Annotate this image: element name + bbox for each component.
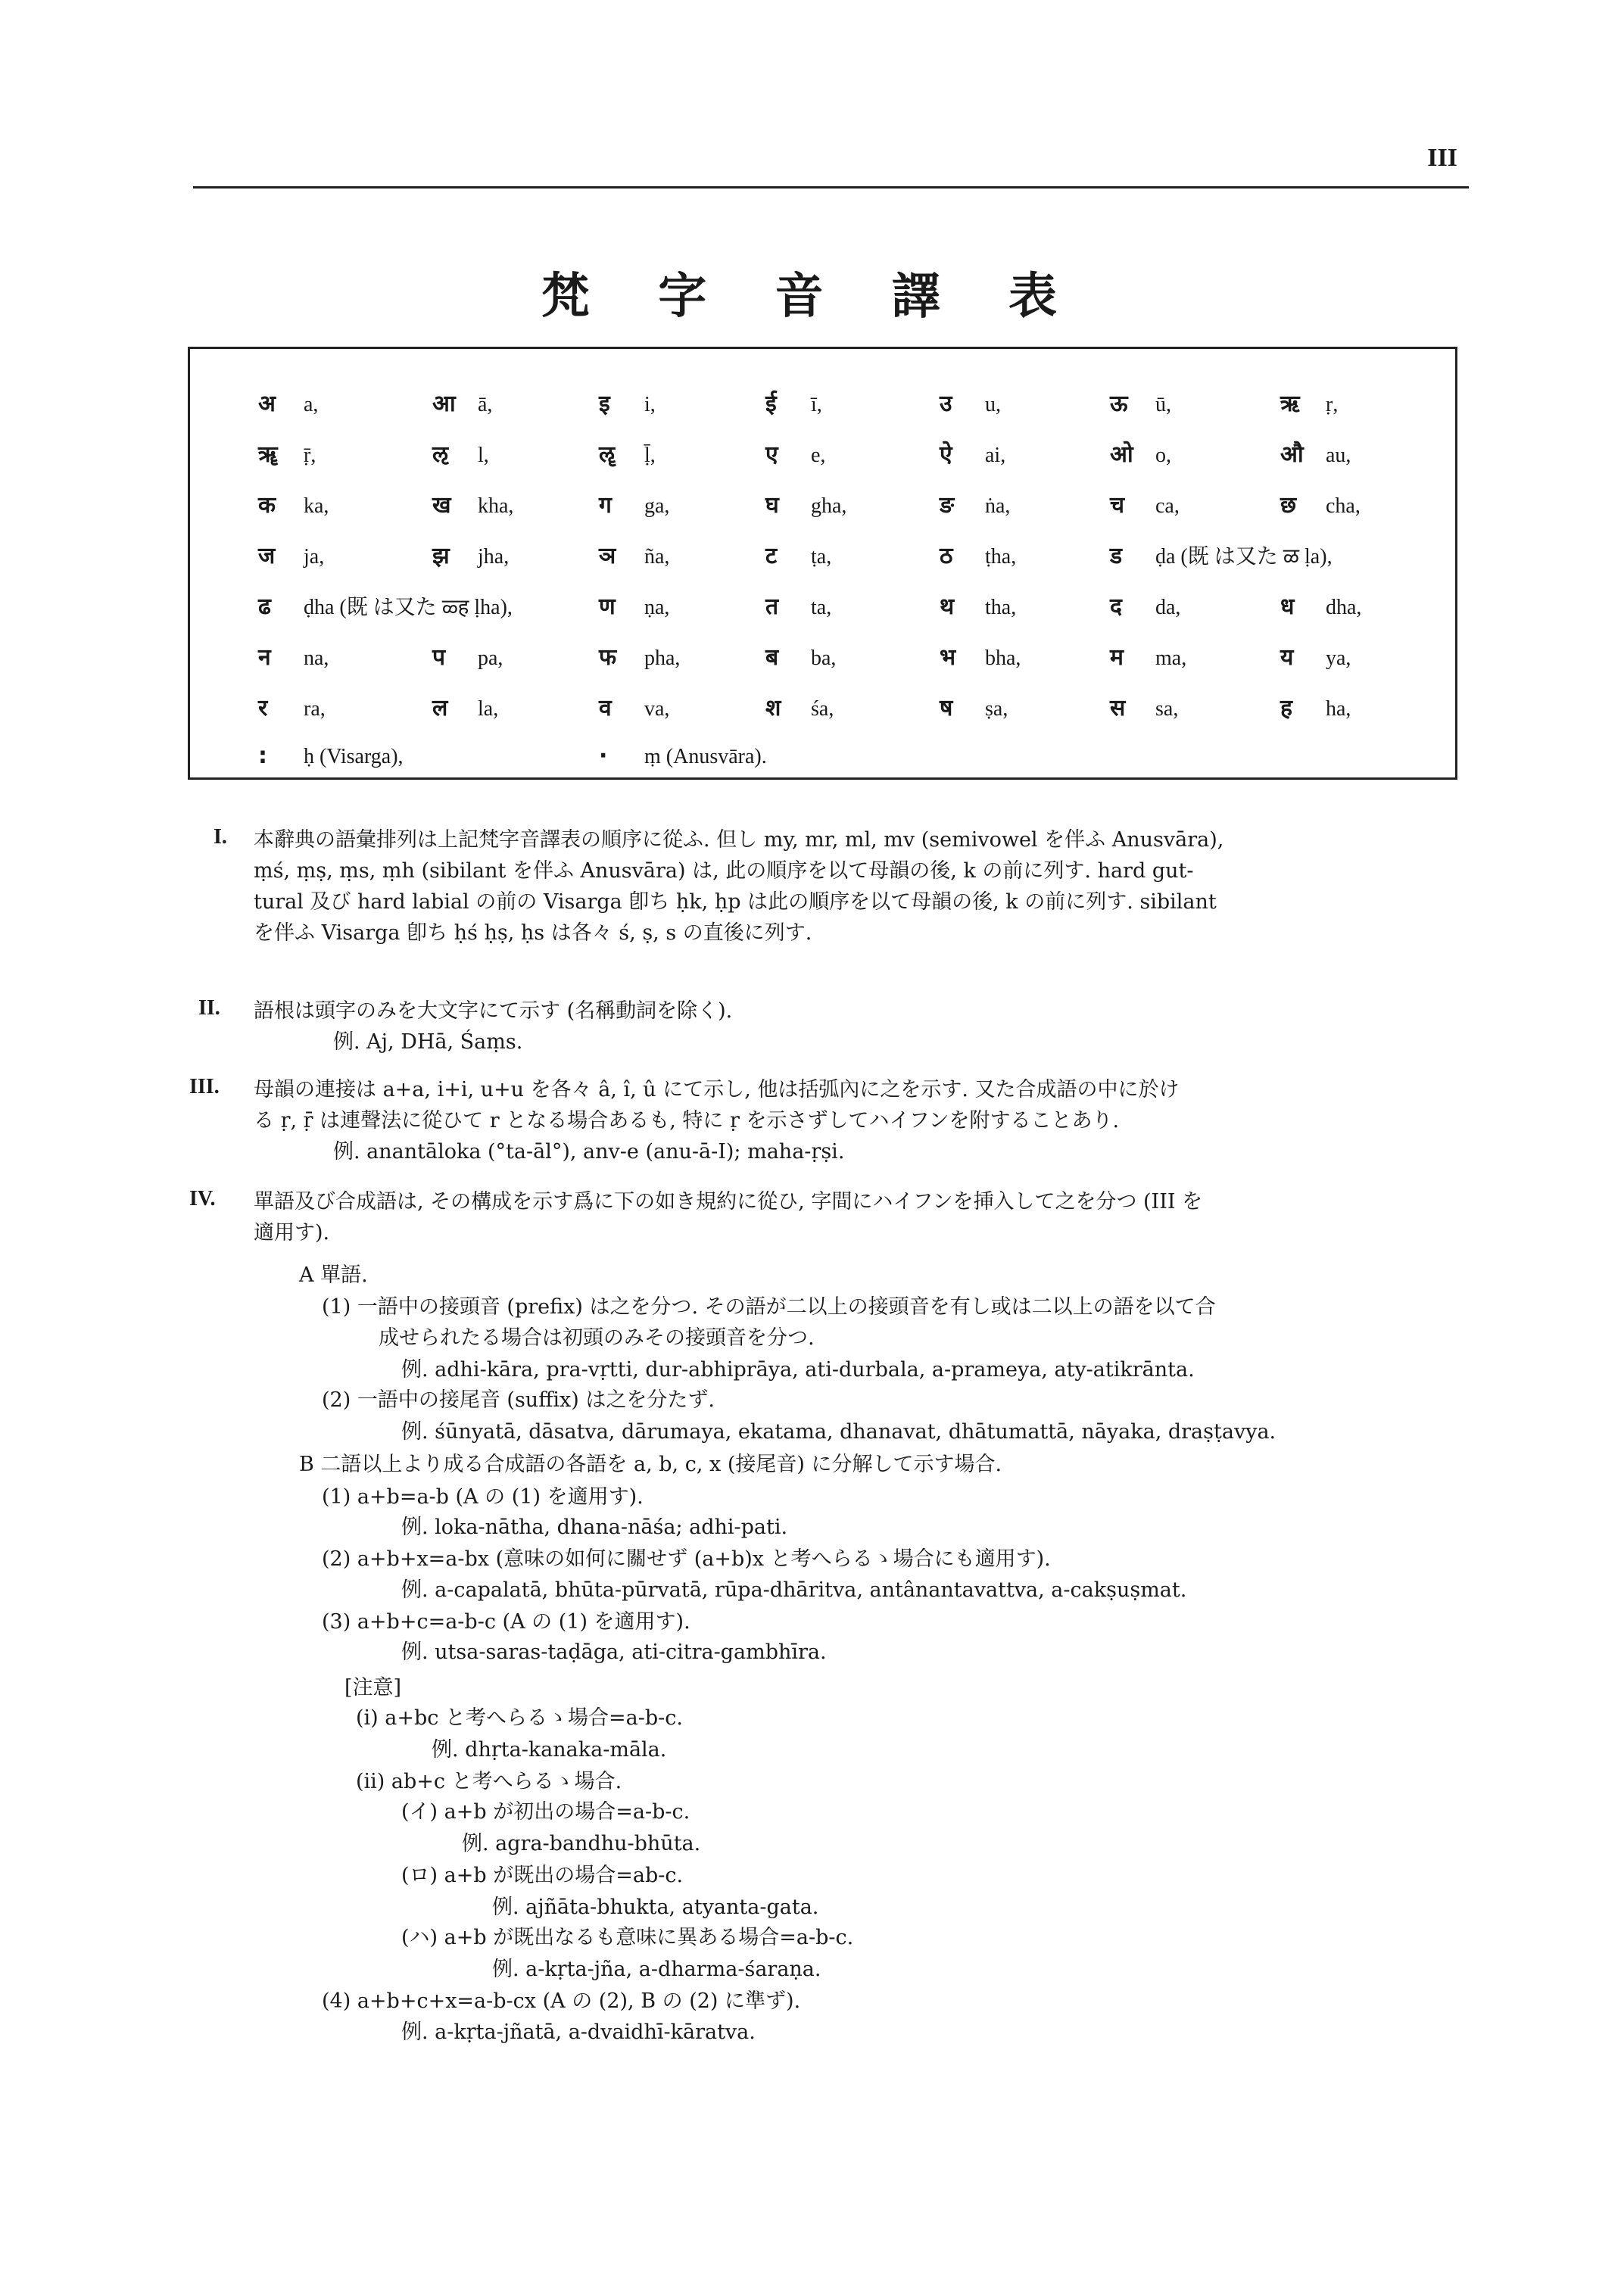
table-cell bbox=[765, 387, 822, 418]
page-number: III bbox=[1427, 144, 1457, 172]
romanization: jha, bbox=[478, 545, 510, 569]
romanization: ba, bbox=[811, 646, 837, 670]
section-number: III. bbox=[189, 1075, 220, 1098]
romanization: o, bbox=[1155, 444, 1171, 467]
romanization: ṭa, bbox=[811, 545, 832, 569]
table-cell bbox=[765, 488, 846, 519]
devanagari-letter: ऊ bbox=[1110, 391, 1128, 417]
romanization: ī, bbox=[811, 393, 822, 416]
section-line: tural 及び hard labial の前の Visarga 卽ち ḥk, ḥp は此の順序を以て母韻の後, k の前に列す. sibilant bbox=[254, 890, 1217, 914]
romanization: pha, bbox=[644, 646, 681, 670]
devanagari-letter: ज bbox=[258, 543, 276, 569]
romanization: ā, bbox=[478, 393, 493, 416]
devanagari-letter: ऌ bbox=[432, 441, 448, 468]
table-cell bbox=[258, 691, 326, 722]
table-cell bbox=[940, 590, 1016, 621]
table-cell bbox=[599, 590, 669, 621]
romanization: ṣa, bbox=[985, 697, 1008, 721]
romanization: tha, bbox=[985, 596, 1017, 619]
devanagari-letter: म bbox=[1110, 644, 1124, 671]
table-cell bbox=[765, 691, 834, 722]
devanagari-letter: ॠ bbox=[258, 441, 278, 468]
table-cell bbox=[1280, 488, 1361, 519]
devanagari-letter: ह bbox=[1280, 695, 1292, 721]
section-line: 成せられたる場合は初頭のみその接頭音を分つ. bbox=[379, 1326, 815, 1350]
section-line: 例. dhṛta-kanaka-māla. bbox=[432, 1738, 667, 1762]
romanization: ca, bbox=[1155, 494, 1180, 518]
section-line: (イ) a+b が初出の場合=a-b-c. bbox=[401, 1800, 690, 1824]
section-line: (4) a+b+c+x=a-b-cx (A の (2), B の (2) に準ず). bbox=[322, 1989, 801, 2013]
section-number: II. bbox=[198, 996, 220, 1020]
romanization: ai, bbox=[985, 444, 1006, 467]
romanization: pa, bbox=[478, 646, 503, 670]
devanagari-letter: न bbox=[258, 644, 271, 671]
romanization: ḍha (既 は又た ळ्ह ḷha), bbox=[304, 596, 513, 619]
table-cell bbox=[599, 743, 767, 769]
romanization: ta, bbox=[811, 596, 832, 619]
devanagari-letter: आ bbox=[432, 391, 456, 417]
devanagari-letter: · bbox=[599, 743, 608, 769]
section-line: (2) 一語中の接尾音 (suffix) は之を分たず. bbox=[322, 1388, 715, 1412]
romanization: ṅa, bbox=[985, 494, 1011, 518]
table-cell bbox=[940, 488, 1010, 519]
table-cell bbox=[432, 488, 513, 519]
romanization: i, bbox=[644, 393, 656, 416]
romanization: ha, bbox=[1326, 697, 1351, 721]
table-cell bbox=[432, 691, 498, 722]
section-line: (1) a+b=a-b (A の (1) を適用す). bbox=[322, 1485, 644, 1509]
section-line: (1) 一語中の接頭音 (prefix) は之を分つ. その語が二以上の接頭音を有し或は二以上の語を以て合 bbox=[322, 1295, 1216, 1319]
section-line: る ṛ, ṝ は連聲法に從ひて r となる場合あるも, 特に ṛ を示さずしてハイフンを附することあり. bbox=[254, 1109, 1120, 1132]
section-line: (ロ) a+b が既出の場合=ab-c. bbox=[401, 1864, 684, 1887]
romanization: a, bbox=[304, 393, 319, 416]
devanagari-letter: ख bbox=[432, 492, 451, 519]
devanagari-letter: ऋ bbox=[1280, 391, 1300, 417]
romanization: ṛ, bbox=[1326, 393, 1339, 416]
devanagari-letter: ओ bbox=[1110, 441, 1133, 468]
section-line: 例. Aj, DHā, Śaṃs. bbox=[333, 1030, 523, 1054]
romanization: ḍa (既 は又た ळ ḷa), bbox=[1155, 545, 1333, 569]
romanization: ḹ, bbox=[644, 444, 656, 467]
romanization: dha, bbox=[1326, 596, 1362, 619]
devanagari-letter: त bbox=[765, 594, 779, 620]
table-cell bbox=[940, 539, 1016, 570]
romanization: da, bbox=[1155, 596, 1181, 619]
table-cell bbox=[599, 488, 669, 519]
section-line: 例. śūnyatā, dāsatva, dārumaya, ekatama, dhanavat, dhātumattā, nāyaka, draṣṭavya. bbox=[401, 1420, 1276, 1444]
romanization: u, bbox=[985, 393, 1001, 416]
devanagari-letter: ढ bbox=[258, 594, 271, 620]
section-line: A 單語. bbox=[299, 1263, 368, 1287]
romanization: ja, bbox=[304, 545, 325, 569]
table-cell bbox=[599, 691, 669, 722]
section-line: 本辭典の語彙排列は上記梵字音譯表の順序に從ふ. 但し my, mr, ml, mv (semivowel を伴ふ Anusvāra), bbox=[254, 828, 1224, 852]
table-cell bbox=[1280, 387, 1338, 418]
romanization: kha, bbox=[478, 494, 514, 518]
romanization: bha, bbox=[985, 646, 1021, 670]
devanagari-letter: ई bbox=[765, 391, 777, 417]
romanization: ma, bbox=[1155, 646, 1187, 670]
table-cell bbox=[432, 640, 503, 671]
devanagari-letter: ङ bbox=[940, 492, 955, 519]
table-cell bbox=[1110, 488, 1180, 519]
romanization: va, bbox=[644, 697, 670, 721]
devanagari-letter: व bbox=[599, 695, 612, 721]
section-line: 例. a-capalatā, bhūta-pūrvatā, rūpa-dhāritva, antânantavattva, a-cakṣuṣmat. bbox=[401, 1578, 1187, 1602]
section-line: 例. agra-bandhu-bhūta. bbox=[462, 1832, 701, 1855]
devanagari-letter: इ bbox=[599, 391, 610, 417]
romanization: ṇa, bbox=[644, 596, 670, 619]
header-rule bbox=[193, 186, 1469, 188]
table-cell bbox=[432, 539, 509, 570]
romanization: ka, bbox=[304, 494, 329, 518]
devanagari-letter: क bbox=[258, 492, 276, 519]
section-line: 適用す). bbox=[254, 1221, 330, 1245]
devanagari-letter: ड bbox=[1110, 543, 1123, 569]
table-cell bbox=[599, 539, 669, 570]
section-line: 語根は頭字のみを大文字にて示す (名稱動詞を除く). bbox=[254, 999, 733, 1023]
table-cell bbox=[1110, 640, 1186, 671]
section-line: (3) a+b+c=a-b-c (A の (1) を適用す). bbox=[322, 1610, 690, 1634]
table-cell bbox=[258, 590, 513, 621]
section-line: 例. anantāloka (°ta-āl°), anv-e (anu-ā-I); maha-ṛṣi. bbox=[333, 1140, 845, 1164]
devanagari-letter: र bbox=[258, 695, 268, 721]
table-cell bbox=[599, 438, 656, 469]
devanagari-letter: ट bbox=[765, 543, 778, 569]
table-cell bbox=[1280, 438, 1351, 469]
devanagari-letter: स bbox=[1110, 695, 1126, 721]
devanagari-letter: ठ bbox=[940, 543, 953, 569]
devanagari-letter: द bbox=[1110, 594, 1122, 620]
table-cell bbox=[258, 438, 316, 469]
devanagari-letter: ॡ bbox=[599, 441, 615, 468]
romanization: e, bbox=[811, 444, 826, 467]
devanagari-letter: झ bbox=[432, 543, 450, 569]
table-cell bbox=[1110, 691, 1178, 722]
table-cell bbox=[1110, 539, 1333, 570]
devanagari-letter: उ bbox=[940, 391, 952, 417]
section-line: 例. loka-nātha, dhana-nāśa; adhi-pati. bbox=[401, 1516, 788, 1539]
devanagari-letter: घ bbox=[765, 492, 779, 519]
section-line: (ii) ab+c と考へらるゝ場合. bbox=[356, 1770, 622, 1793]
table-cell bbox=[258, 640, 329, 671]
romanization: sa, bbox=[1155, 697, 1179, 721]
romanization: ḥ (Visarga), bbox=[304, 745, 404, 768]
section-line: 例. a-kṛta-jñatā, a-dvaidhī-kāratva. bbox=[401, 2020, 756, 2044]
romanization: na, bbox=[304, 646, 329, 670]
romanization: cha, bbox=[1326, 494, 1361, 518]
devanagari-letter: ऐ bbox=[940, 441, 952, 468]
table-cell bbox=[940, 387, 1001, 418]
romanization: gha, bbox=[811, 494, 847, 518]
section-line: 例. a-kṛta-jña, a-dharma-śaraṇa. bbox=[492, 1958, 821, 1981]
section-line: 母韻の連接は a+a, i+i, u+u を各々 â, î, û にて示し, 他は括弧內に之を示す. 又た合成語の中に於け bbox=[254, 1078, 1180, 1101]
devanagari-letter: फ bbox=[599, 644, 617, 671]
devanagari-letter: : bbox=[258, 743, 267, 769]
section-number: IV. bbox=[189, 1187, 216, 1210]
romanization: śa, bbox=[811, 697, 834, 721]
devanagari-letter: अ bbox=[258, 391, 276, 417]
section-line: B 二語以上より成る合成語の各語を a, b, c, x (接尾音) に分解して示す場合. bbox=[299, 1453, 1002, 1476]
table-cell bbox=[1280, 691, 1351, 722]
devanagari-letter: ञ bbox=[599, 543, 616, 569]
section-line: [注意] bbox=[344, 1676, 402, 1699]
section-line: 例. ajñāta-bhukta, atyanta-gata. bbox=[492, 1896, 819, 1919]
section-line: (i) a+bc と考へらるゝ場合=a-b-c. bbox=[356, 1706, 683, 1730]
devanagari-letter: थ bbox=[940, 594, 955, 620]
table-cell bbox=[765, 590, 831, 621]
devanagari-letter: ब bbox=[765, 644, 779, 671]
devanagari-letter: य bbox=[1280, 644, 1294, 671]
devanagari-letter: ल bbox=[432, 695, 448, 721]
romanization: ña, bbox=[644, 545, 670, 569]
devanagari-letter: ए bbox=[765, 441, 778, 468]
table-cell bbox=[599, 387, 656, 418]
section-line: 單語及び合成語は, その構成を示す爲に下の如き規約に從ひ, 字間にハイフンを挿入して之を分つ (III を bbox=[254, 1190, 1203, 1213]
table-cell bbox=[258, 539, 324, 570]
table-cell bbox=[1280, 590, 1361, 621]
section-number: I. bbox=[214, 825, 227, 849]
table-cell bbox=[258, 387, 318, 418]
section-line: ṃś, ṃṣ, ṃs, ṃh (sibilant を伴ふ Anusvāra) は, 此の順序を以て母韻の後, k の前に列す. hard gut- bbox=[254, 859, 1194, 883]
romanization: la, bbox=[478, 697, 499, 721]
table-cell bbox=[1110, 590, 1180, 621]
table-cell bbox=[432, 438, 489, 469]
romanization: ṃ (Anusvāra). bbox=[644, 745, 767, 768]
table-cell bbox=[765, 640, 836, 671]
table-cell bbox=[940, 691, 1008, 722]
table-cell bbox=[940, 640, 1021, 671]
table-cell bbox=[1110, 387, 1171, 418]
devanagari-letter: श bbox=[765, 695, 781, 721]
devanagari-letter: ग bbox=[599, 492, 612, 519]
romanization: ra, bbox=[304, 697, 326, 721]
devanagari-letter: भ bbox=[940, 644, 956, 671]
section-line: (ハ) a+b が既出なるも意味に異ある場合=a-b-c. bbox=[401, 1926, 854, 1949]
devanagari-letter: औ bbox=[1280, 441, 1304, 468]
devanagari-letter: छ bbox=[1280, 492, 1297, 519]
devanagari-letter: ण bbox=[599, 594, 616, 620]
romanization: ya, bbox=[1326, 646, 1351, 670]
table-cell bbox=[1280, 640, 1351, 671]
devanagari-letter: प bbox=[432, 644, 446, 671]
table-cell bbox=[258, 743, 404, 769]
table-cell bbox=[432, 387, 492, 418]
romanization: au, bbox=[1326, 444, 1351, 467]
devanagari-letter: ध bbox=[1280, 594, 1295, 620]
section-line: 例. adhi-kāra, pra-vṛtti, dur-abhiprāya, ati-durbala, a-prameya, aty-atikrānta. bbox=[401, 1358, 1195, 1382]
table-cell bbox=[258, 488, 329, 519]
devanagari-letter: च bbox=[1110, 492, 1125, 519]
romanization: ū, bbox=[1155, 393, 1171, 416]
romanization: ga, bbox=[644, 494, 670, 518]
table-cell bbox=[599, 640, 680, 671]
table-cell bbox=[940, 438, 1005, 469]
table-cell bbox=[765, 539, 831, 570]
romanization: ṭha, bbox=[985, 545, 1017, 569]
section-line: を伴ふ Visarga 卽ち ḥś ḥṣ, ḥs は各々 ś, ṣ, s の直後に列す. bbox=[254, 921, 812, 945]
romanization: ṝ, bbox=[304, 444, 316, 467]
section-line: (2) a+b+x=a-bx (意味の如何に關せず (a+b)x と考へらるゝ場合にも適用す). bbox=[322, 1547, 1051, 1571]
table-cell bbox=[1110, 438, 1171, 469]
table-cell bbox=[765, 438, 825, 469]
romanization: l, bbox=[478, 444, 489, 467]
devanagari-letter: ष bbox=[940, 695, 953, 721]
section-line: 例. utsa-saras-taḍāga, ati-citra-gambhīra. bbox=[401, 1640, 827, 1664]
transliteration-table bbox=[188, 347, 1457, 780]
page-title: 梵 字 音 譯 表 bbox=[541, 268, 1083, 325]
